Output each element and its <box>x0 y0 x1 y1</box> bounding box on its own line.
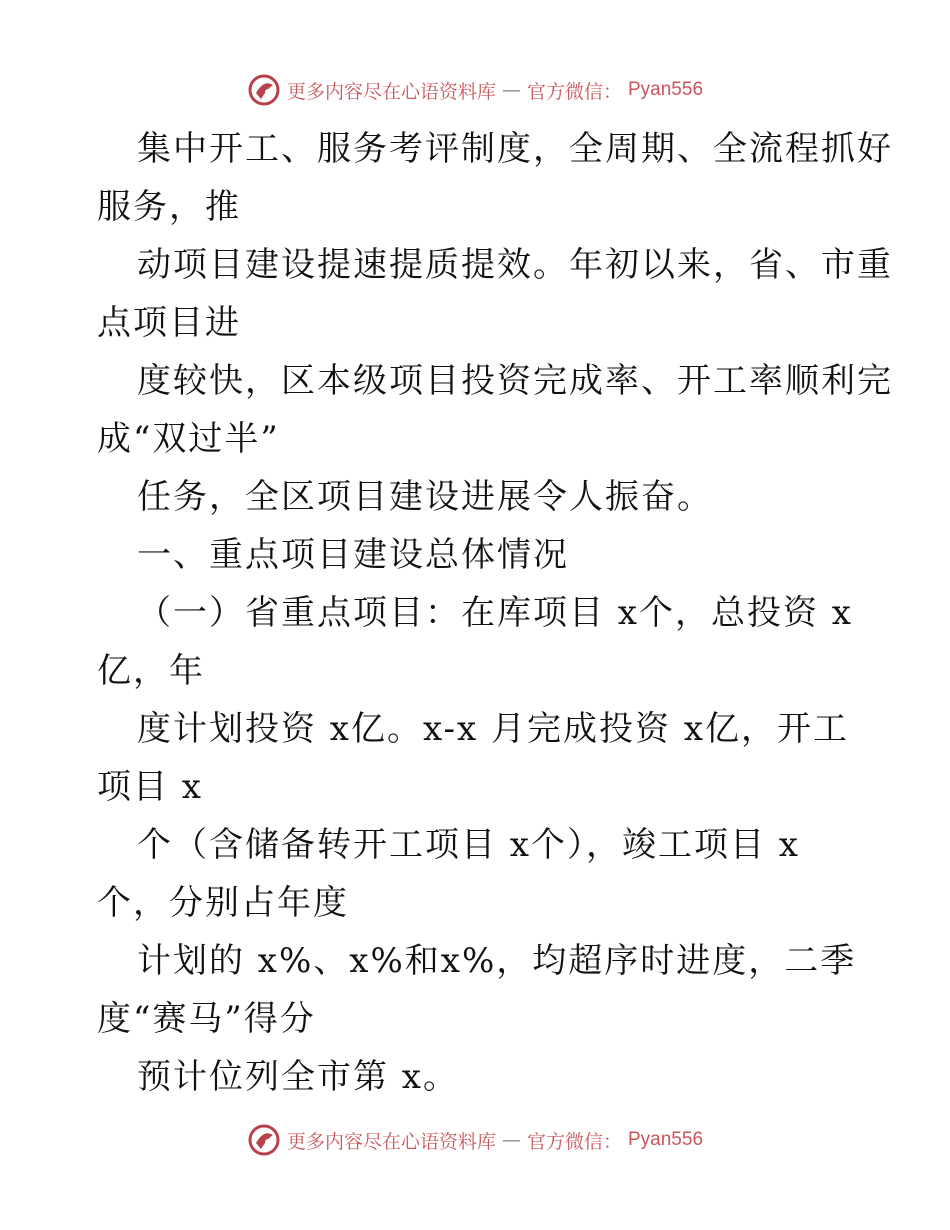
body-line: 亿，年 <box>97 651 205 691</box>
header-contact-id: Pyan556 <box>628 79 704 100</box>
footer-banner-separator: — <box>501 1129 521 1151</box>
header-banner <box>0 70 950 110</box>
body-line: 计划的 x%、x%和x%，均超序时进度，二季 <box>137 941 857 981</box>
header-contact-label: 官方微信： <box>526 80 622 103</box>
body-line: 服务，推 <box>97 187 241 227</box>
document-body <box>97 120 893 1106</box>
footer-banner-text: 更多内容尽在心语资料库 <box>286 1130 496 1153</box>
body-line: 度计划投资 x亿。x-x 月完成投资 x亿，开工 <box>137 709 850 749</box>
body-line: 任务，全区项目建设进展令人振奋。 <box>137 477 713 517</box>
footer-contact-id: Pyan556 <box>628 1129 704 1150</box>
brand-logo-icon <box>247 1123 281 1157</box>
header-banner-separator: — <box>501 79 521 101</box>
subsection-heading: （一）省重点项目：在库项目 x个，总投资 x <box>137 593 853 633</box>
brand-logo-icon <box>247 73 281 107</box>
footer-banner <box>0 1120 950 1160</box>
body-line: 度较快，区本级项目投资完成率、开工率顺利完 <box>137 361 893 401</box>
body-line: 度“赛马”得分 <box>97 999 316 1039</box>
body-line: 集中开工、服务考评制度，全周期、全流程抓好 <box>137 129 893 169</box>
body-line: 个（含储备转开工项目 x个），竣工项目 x <box>137 825 800 865</box>
section-heading: 一、重点项目建设总体情况 <box>137 535 569 575</box>
footer-contact-label: 官方微信： <box>526 1130 622 1153</box>
header-banner-text: 更多内容尽在心语资料库 <box>286 80 496 103</box>
body-line: 点项目进 <box>97 303 241 343</box>
body-line: 成“双过半” <box>97 419 280 459</box>
body-line: 预计位列全市第 x。 <box>137 1057 459 1097</box>
body-line: 项目 x <box>97 767 203 807</box>
body-line: 个，分别占年度 <box>97 883 349 923</box>
body-line: 动项目建设提速提质提效。年初以来，省、市重 <box>137 245 893 285</box>
